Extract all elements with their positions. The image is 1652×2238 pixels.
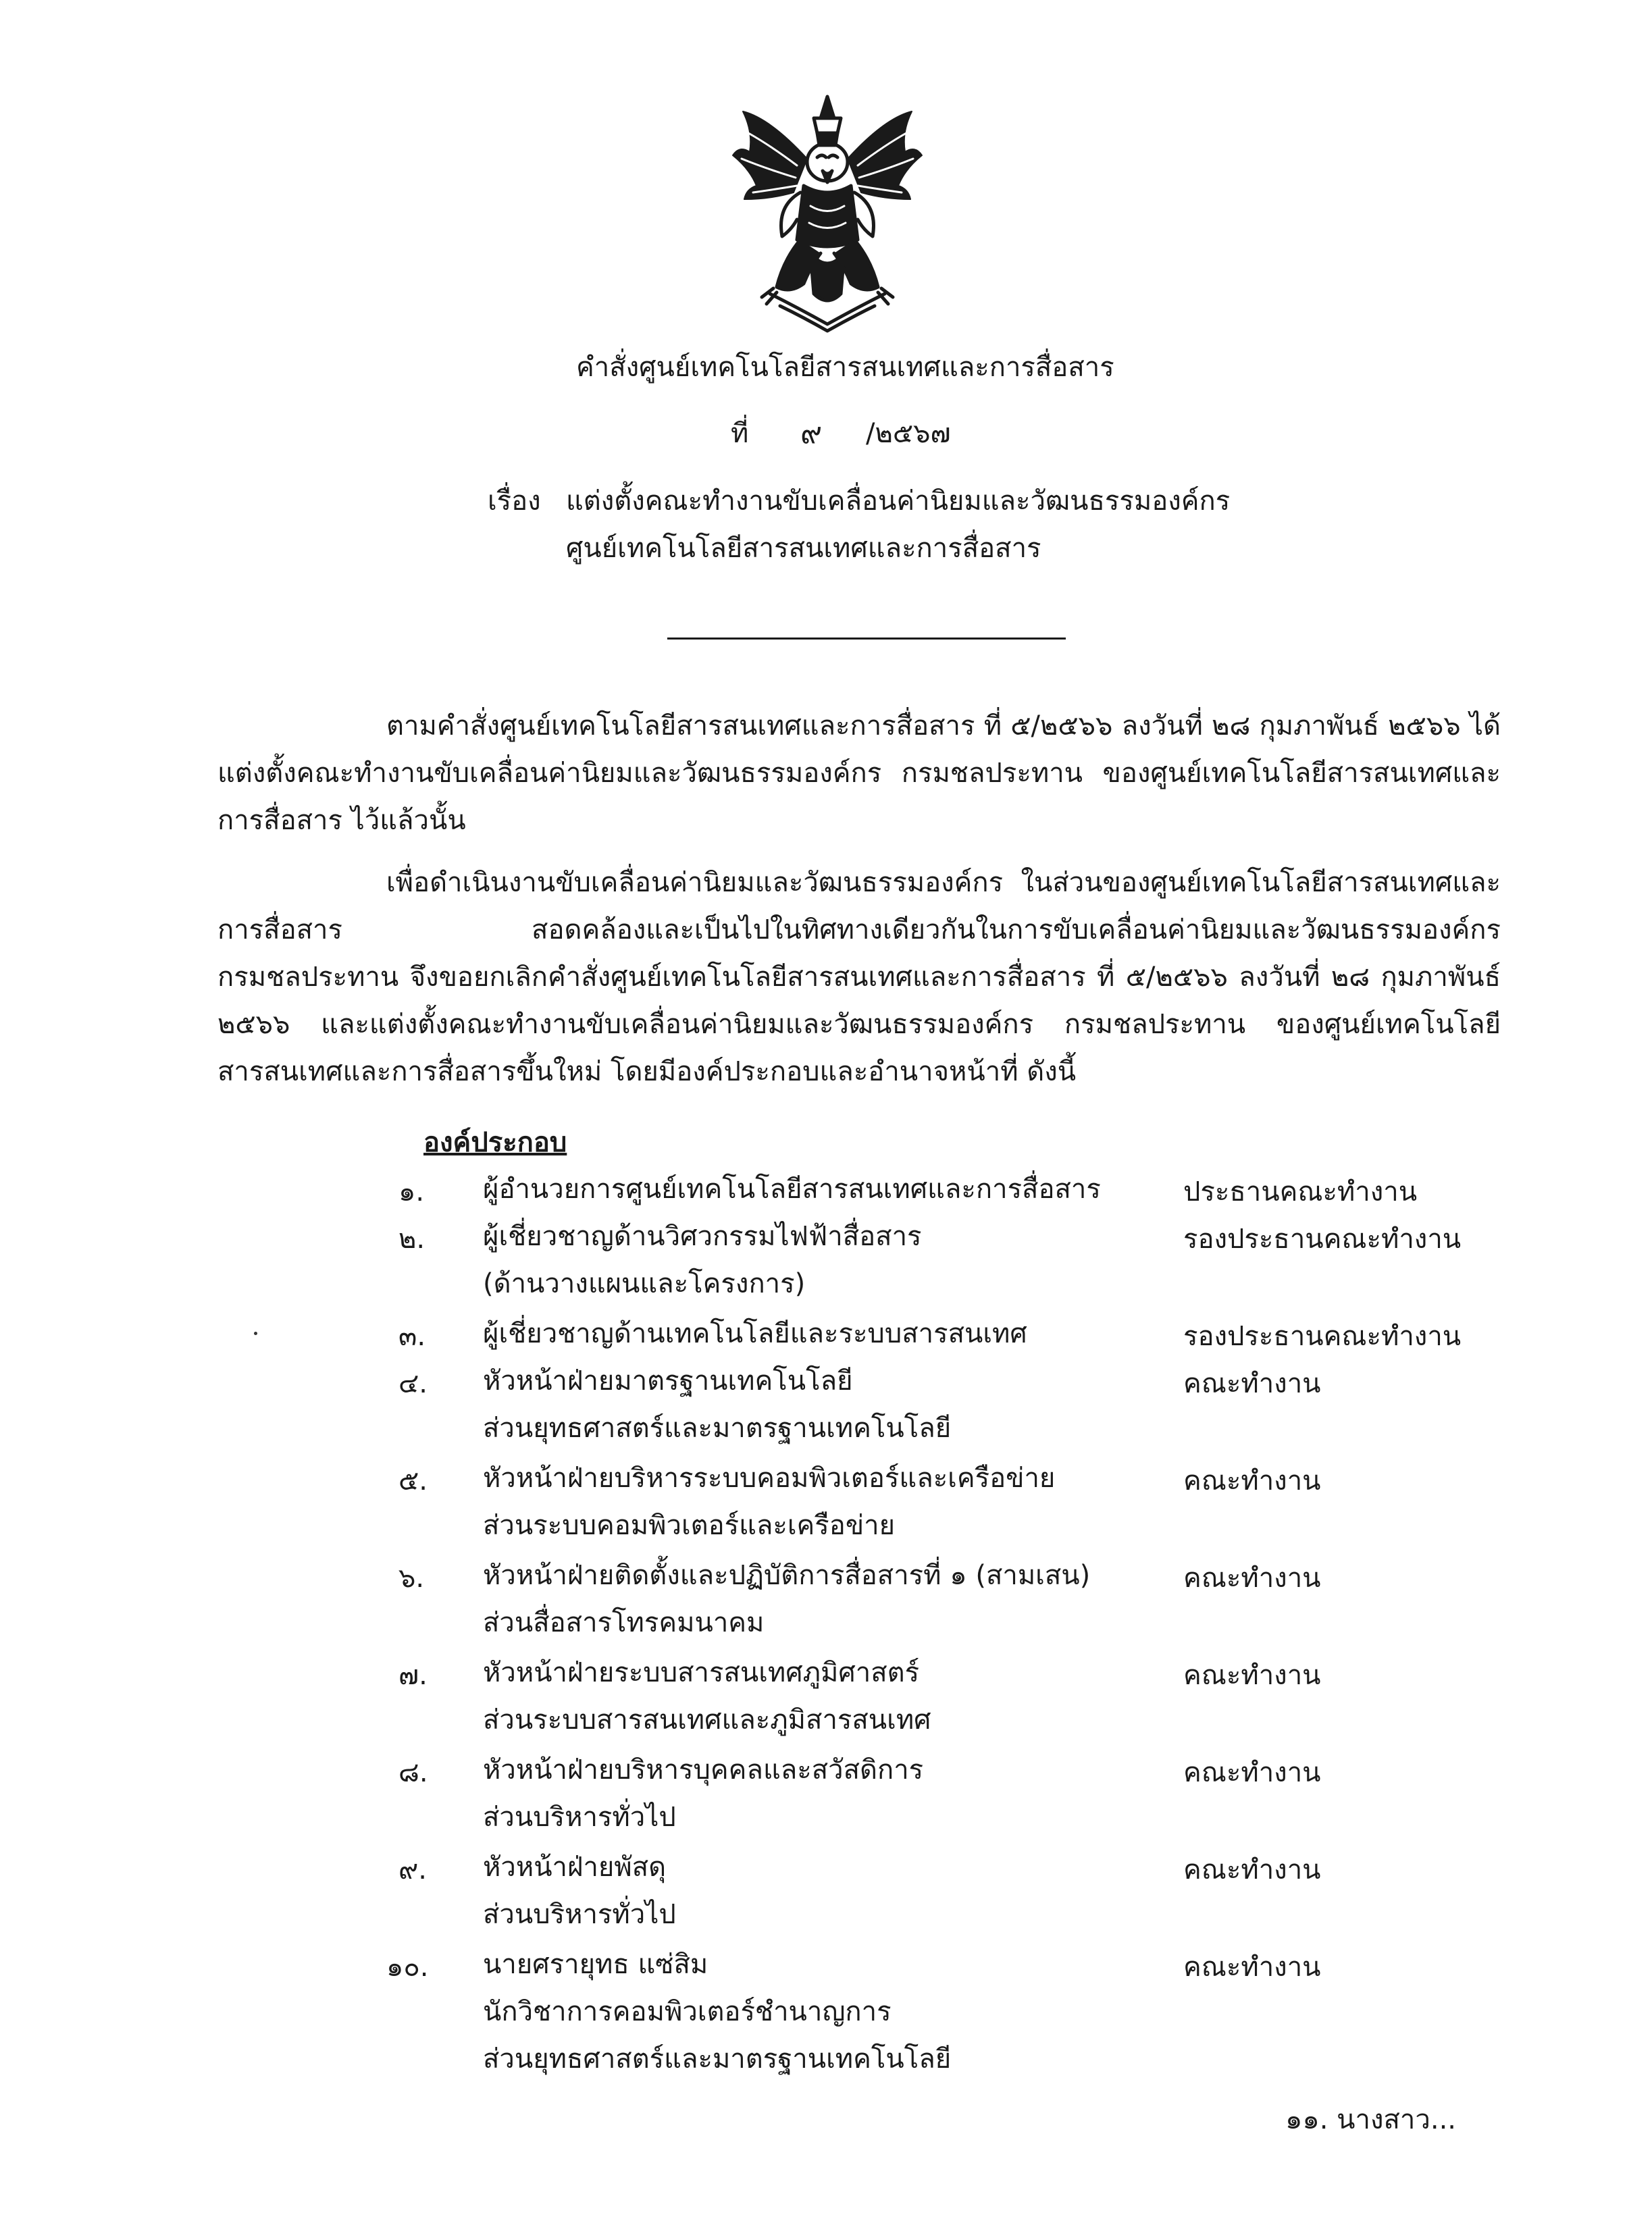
body-paragraph-2: เพื่อดำเนินงานขับเคลื่อนค่านิยมและวัฒนธรรมองค์กร ในส่วนของศูนย์เทคโนโลยีสารสนเทศและการสื่อสาร สอดคล้องและเป็นไปในทิศทางเดียวกันในการขับเคลื่อนค่านิยมและวัฒนธรรมองค์กร กรมชลประทาน จึงขอยกเลิกคำสั่งศูนย์เทคโนโลยีสารสนเทศและการสื่อสาร ที่ ๕/๒๕๖๖ ลงวันที่ ๒๘ กุมภาพันธ์ ๒๕๖๖ และแต่งตั้งคณะทำงานขับเคลื่อนค่านิยมและวัฒนธรรมองค์กร กรมชลประทาน ของศูนย์เทคโนโลยีสารสนเทศและการสื่อสารขึ้นใหม่ โดยมีองค์ประกอบและอำนาจหน้าที่ ดังนี้: [217, 867, 1501, 1087]
composition-heading: องค์ประกอบ: [423, 1127, 567, 1158]
member-position-detail: ส่วนระบบสารสนเทศและภูมิสารสนเทศ: [483, 1704, 931, 1736]
member-number: ๑.: [398, 1176, 425, 1207]
order-issuer: คำสั่งศูนย์เทคโนโลยีสารสนเทศและการสื่อสาร: [576, 352, 1114, 383]
member-position-detail: ส่วนยุทธศาสตร์และมาตรฐานเทคโนโลยี: [483, 1413, 952, 1444]
member-position: หัวหน้าฝ่ายบริหารบุคคลและสวัสดิการ: [483, 1754, 924, 1786]
scan-speck: [254, 1332, 257, 1335]
member-number: ๕.: [398, 1465, 428, 1497]
title-divider: [667, 637, 1066, 640]
member-number: ๗.: [398, 1660, 428, 1691]
member-position: ผู้อำนวยการศูนย์เทคโนโลยีสารสนเทศและการสื่อสาร: [483, 1174, 1101, 1205]
garuda-emblem-icon: [729, 91, 925, 334]
member-role: คณะทำงาน: [1183, 1952, 1321, 1983]
member-number: ๔.: [398, 1368, 428, 1399]
member-role: รองประธานคณะทำงาน: [1183, 1224, 1462, 1255]
member-number: ๖.: [398, 1563, 425, 1594]
order-year: /๒๕๖๗: [866, 418, 951, 449]
subject-line-2: ศูนย์เทคโนโลยีสารสนเทศและการสื่อสาร: [566, 533, 1041, 564]
member-position: หัวหน้าฝ่ายพัสดุ: [483, 1852, 667, 1883]
member-position: หัวหน้าฝ่ายมาตรฐานเทคโนโลยี: [483, 1365, 853, 1397]
member-role: คณะทำงาน: [1183, 1368, 1321, 1399]
member-position: ผู้เชี่ยวชาญด้านวิศวกรรมไฟฟ้าสื่อสาร: [483, 1221, 922, 1252]
member-position-detail: ส่วนยุทธศาสตร์และมาตรฐานเทคโนโลยี: [483, 2044, 952, 2075]
member-position-detail: ส่วนบริหารทั่วไป: [483, 1802, 676, 1833]
member-role: ประธานคณะทำงาน: [1183, 1176, 1418, 1207]
order-prefix: ที่: [731, 418, 749, 449]
member-position-detail: ส่วนระบบคอมพิวเตอร์และเครือข่าย: [483, 1510, 896, 1541]
member-position-detail: นักวิชาการคอมพิวเตอร์ชำนาญการ: [483, 1996, 892, 2027]
body-paragraph-1: ตามคำสั่งศูนย์เทคโนโลยีสารสนเทศและการสื่อสาร ที่ ๕/๒๕๖๖ ลงวันที่ ๒๘ กุมภาพันธ์ ๒๕๖๖ ได้แต่งตั้งคณะทำงานขับเคลื่อนค่านิยมและวัฒนธรรมองค์กร กรมชลประทาน ของศูนย์เทคโนโลยีสารสนเทศและการสื่อสาร ไว้แล้วนั้น: [217, 710, 1501, 836]
page-continuation: ๑๑. นางสาว...: [1285, 2104, 1456, 2135]
member-role: คณะทำงาน: [1183, 1854, 1321, 1885]
member-position-detail: ส่วนบริหารทั่วไป: [483, 1899, 676, 1930]
member-position: ผู้เชี่ยวชาญด้านเทคโนโลยีและระบบสารสนเทศ: [483, 1318, 1027, 1349]
member-position: หัวหน้าฝ่ายติดตั้งและปฏิบัติการสื่อสารที่ ๑ (สามเสน): [483, 1560, 1091, 1591]
member-role: รองประธานคณะทำงาน: [1183, 1321, 1462, 1352]
member-position: นายศรายุทธ แซ่สิม: [483, 1949, 708, 1980]
member-position: หัวหน้าฝ่ายบริหารระบบคอมพิวเตอร์และเครือข่าย: [483, 1463, 1056, 1494]
subject-label: เรื่อง: [488, 486, 541, 517]
member-number: ๑๐.: [386, 1952, 429, 1983]
member-role: คณะทำงาน: [1183, 1465, 1321, 1497]
member-position-detail: ส่วนสื่อสารโทรคมนาคม: [483, 1607, 765, 1638]
member-number: ๘.: [398, 1757, 428, 1788]
member-number: ๓.: [398, 1321, 426, 1352]
member-role: คณะทำงาน: [1183, 1757, 1321, 1788]
member-role: คณะทำงาน: [1183, 1660, 1321, 1691]
member-position: หัวหน้าฝ่ายระบบสารสนเทศภูมิศาสตร์: [483, 1657, 920, 1688]
member-position-detail: (ด้านวางแผนและโครงการ): [483, 1268, 806, 1299]
subject-line-1: แต่งตั้งคณะทำงานขับเคลื่อนค่านิยมและวัฒนธรรมองค์กร: [566, 486, 1231, 517]
member-number: ๒.: [398, 1224, 425, 1255]
member-role: คณะทำงาน: [1183, 1563, 1321, 1594]
member-number: ๙.: [398, 1854, 428, 1885]
order-number: ๙: [800, 416, 823, 450]
